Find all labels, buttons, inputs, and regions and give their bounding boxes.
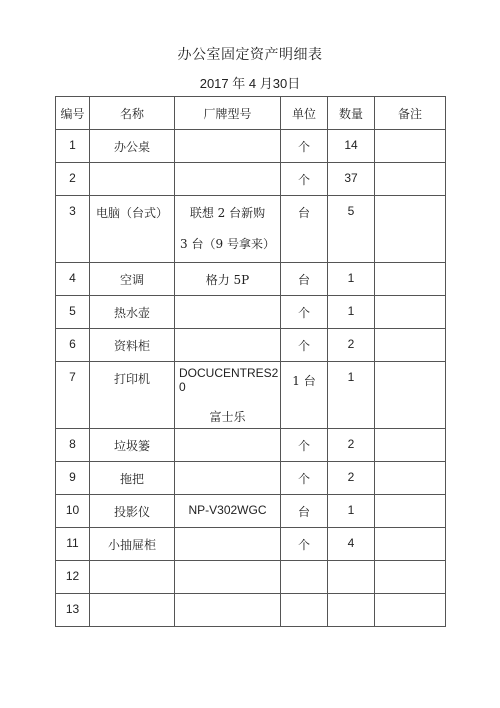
table-row [56,429,446,462]
date-month: 4 [248,76,257,91]
cell-model [175,528,281,561]
cell-model [175,163,281,196]
cell-qty: 2 [328,462,375,495]
table-row [56,130,446,163]
cell-no: 5 [56,296,90,329]
table-row [56,594,446,627]
cell-name: 投影仪 [90,495,175,528]
cell-note [375,263,446,296]
cell-note [375,594,446,627]
table-row [56,528,446,561]
cell-unit: 1 台 [281,362,328,429]
cell-qty: 37 [328,163,375,196]
cell-qty [328,561,375,594]
cell-qty: 1 [328,296,375,329]
cell-model [175,362,281,429]
cell-note [375,296,446,329]
cell-no: 7 [56,362,90,429]
table-row [56,329,446,362]
date-day-label: 日 [287,77,301,92]
cell-model: NP-V302WGC [175,495,281,528]
header-note: 备注 [375,97,446,130]
cell-no: 12 [56,561,90,594]
cell-model-line2: 富士乐 [209,410,246,424]
cell-name: 热水壶 [90,296,175,329]
date-year: 2017 [199,76,229,91]
date-year-label: 年 [232,77,246,92]
cell-unit [281,594,328,627]
cell-unit: 个 [281,528,328,561]
cell-unit: 个 [281,130,328,163]
cell-no: 6 [56,329,90,362]
cell-note [375,429,446,462]
cell-no: 4 [56,263,90,296]
cell-unit [281,561,328,594]
cell-model [175,561,281,594]
cell-unit: 台 [281,196,328,263]
table-row [56,495,446,528]
cell-unit: 个 [281,163,328,196]
asset-table [55,96,446,627]
cell-name [90,594,175,627]
cell-qty: 2 [328,329,375,362]
table-row [56,163,446,196]
cell-name: 打印机 [90,362,175,429]
cell-name: 办公桌 [90,130,175,163]
cell-qty: 2 [328,429,375,462]
cell-unit: 个 [281,329,328,362]
cell-qty: 5 [328,196,375,263]
cell-unit: 个 [281,296,328,329]
date-day: 30 [272,76,288,91]
date-month-label: 月 [259,77,273,92]
cell-note [375,495,446,528]
cell-qty: 4 [328,528,375,561]
cell-name [90,561,175,594]
cell-note [375,329,446,362]
cell-note [375,163,446,196]
cell-model [175,594,281,627]
cell-no: 10 [56,495,90,528]
cell-model [175,296,281,329]
cell-qty: 14 [328,130,375,163]
cell-model [175,462,281,495]
cell-no: 9 [56,462,90,495]
cell-model [175,329,281,362]
cell-unit: 台 [281,495,328,528]
header-model: 厂牌型号 [175,97,281,130]
cell-no: 13 [56,594,90,627]
cell-name: 资料柜 [90,329,175,362]
document-title: 办公室固定资产明细表 [177,47,323,63]
cell-name: 垃圾篓 [90,429,175,462]
cell-note [375,561,446,594]
table-header-row [56,97,446,130]
cell-note [375,196,446,263]
cell-model-line1: DOCUCENTRES20 [179,366,279,394]
document-date [0,73,500,92]
cell-no: 3 [56,196,90,263]
cell-no: 8 [56,429,90,462]
table-row [56,296,446,329]
cell-qty [328,594,375,627]
cell-model [175,429,281,462]
cell-qty: 1 [328,263,375,296]
cell-unit: 个 [281,462,328,495]
cell-name: 拖把 [90,462,175,495]
cell-model: 格力 5P [175,263,281,296]
header-no: 编号 [56,97,90,130]
cell-note [375,462,446,495]
table-row [56,196,446,263]
table-row [56,362,446,429]
cell-name [90,163,175,196]
cell-no: 2 [56,163,90,196]
cell-model [175,130,281,163]
cell-qty: 1 [328,495,375,528]
cell-name: 小抽屉柜 [90,528,175,561]
cell-model-line1: 联想 2 台新购 [189,206,266,220]
cell-note [375,528,446,561]
cell-no: 1 [56,130,90,163]
table-row [56,263,446,296]
cell-unit: 个 [281,429,328,462]
header-unit: 单位 [281,97,328,130]
cell-name: 空调 [90,263,175,296]
header-name: 名称 [90,97,175,130]
cell-model [175,196,281,263]
header-qty: 数量 [328,97,375,130]
cell-no: 11 [56,528,90,561]
cell-note [375,130,446,163]
cell-model-line2: 3 台（9 号拿来） [180,237,275,251]
table-row [56,462,446,495]
table-row [56,561,446,594]
cell-qty: 1 [328,362,375,429]
cell-note [375,362,446,429]
cell-name: 电脑（台式） [90,196,175,263]
cell-unit: 台 [281,263,328,296]
